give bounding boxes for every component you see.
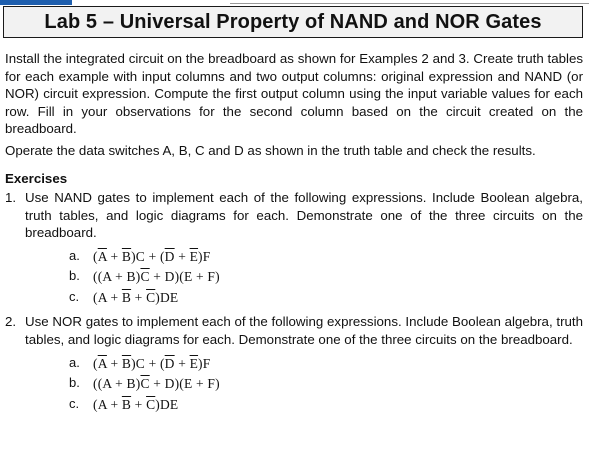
exercise-text: Use NAND gates to implement each of the following expressions. Include Boolean algebra, truth tables, and logic diagrams for each. Demonstrate one of the three circuits on the breadboard. xyxy=(25,190,583,241)
exercise-text: Use NOR gates to implement each of the following expressions. Include Boolean algebra, truth tables, and logic diagrams for each. Demonstrate one of the three circuits on the breadboard. xyxy=(25,314,583,348)
intro-paragraph: Install the integrated circuit on the breadboard as shown for Examples 2 and 3. Create truth tables for each example with input columns and two output columns: original expression and NAND (or NOR) circuit expression. Compute the first output column using the input variable values for each row. Fill in your observations for the second column based on the circuit created on the breadboard. xyxy=(5,51,583,137)
exercise-1 xyxy=(5,189,583,242)
operate-paragraph: Operate the data switches A, B, C and D as shown in the truth table and check the results. xyxy=(5,142,536,158)
header-rule xyxy=(230,0,589,4)
expression-item xyxy=(69,394,583,415)
title-box xyxy=(3,6,583,38)
item-label: a. xyxy=(69,354,80,370)
page-title: Lab 5 – Universal Property of NAND and NOR Gates xyxy=(44,10,542,33)
boolean-expression: $(A + \overline{B} + \overline{C})DE$ xyxy=(93,289,179,305)
boolean-expression: $(\overline{A} + \overline{B})C + (\overline{D} + \overline{E})F$ xyxy=(93,248,211,264)
boolean-expression: $((A + B)\overline{C} + D)(E + F)$ xyxy=(93,376,220,392)
exercise-2 xyxy=(5,313,583,348)
document-body xyxy=(5,50,583,420)
item-label: b. xyxy=(69,375,80,391)
item-label: c. xyxy=(69,395,80,411)
exercise-number: 1. xyxy=(5,190,17,206)
expression-item xyxy=(69,246,583,267)
expression-item xyxy=(69,373,583,394)
expression-item xyxy=(69,287,583,308)
header-tab xyxy=(0,0,72,5)
exercise-1-items xyxy=(5,246,583,308)
exercises-heading: Exercises xyxy=(5,170,68,186)
item-label: a. xyxy=(69,247,80,263)
item-label: b. xyxy=(69,268,80,284)
boolean-expression: $(A + \overline{B} + \overline{C})DE$ xyxy=(93,396,179,412)
boolean-expression: $(\overline{A} + \overline{B})C + (\overline{D} + \overline{E})F$ xyxy=(93,355,211,371)
expression-item xyxy=(69,266,583,287)
boolean-expression: $((A + B)\overline{C} + D)(E + F)$ xyxy=(93,269,220,285)
exercise-2-items xyxy=(5,353,583,415)
item-label: c. xyxy=(69,288,80,304)
expression-item xyxy=(69,353,583,374)
exercise-number: 2. xyxy=(5,314,17,330)
